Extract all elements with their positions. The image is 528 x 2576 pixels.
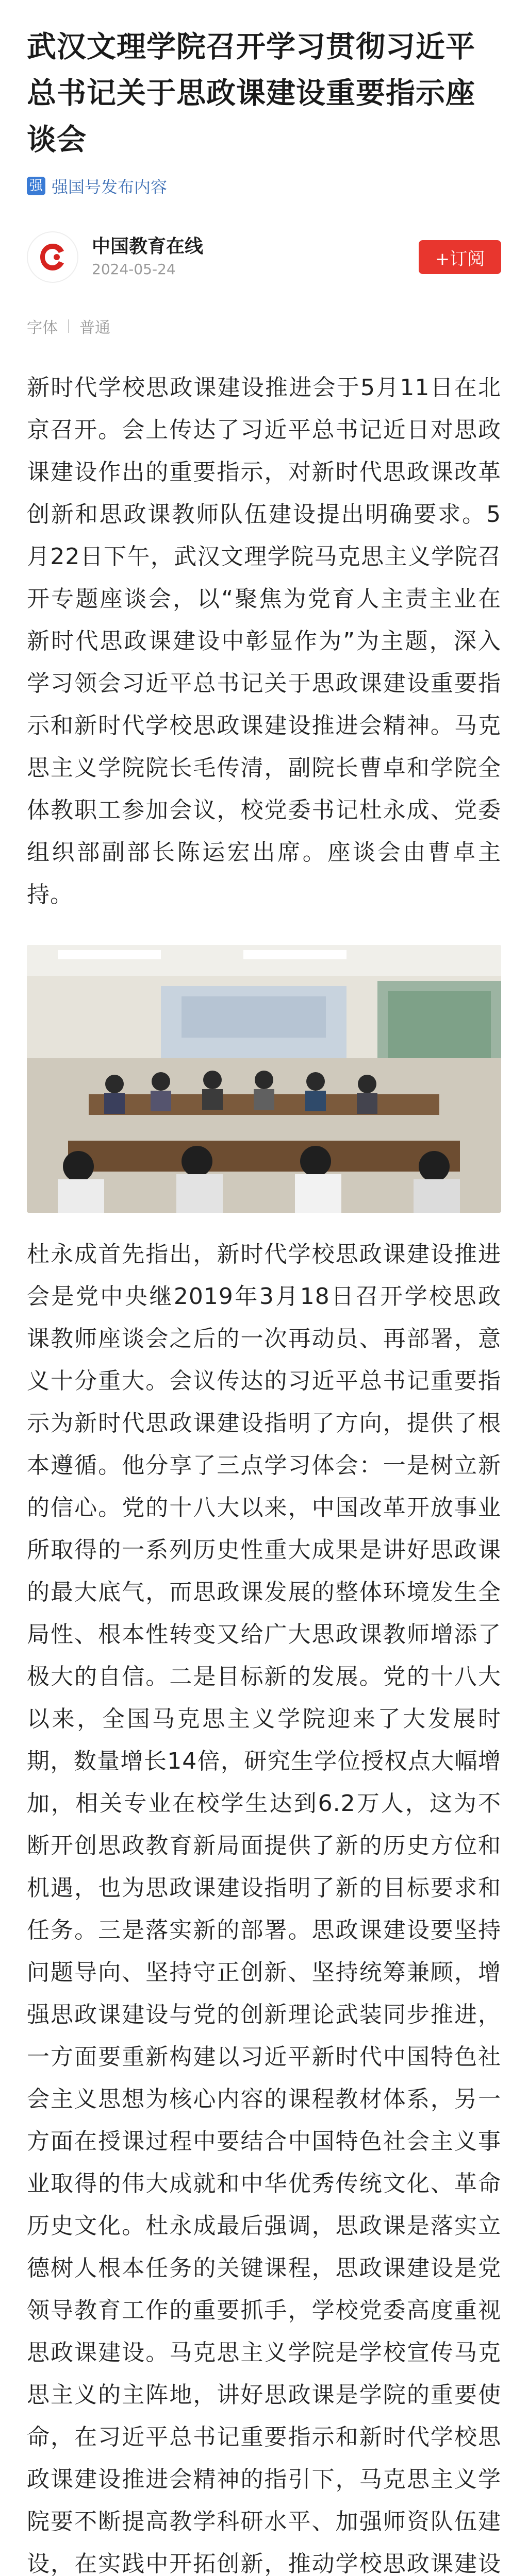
article-paragraph-1: 新时代学校思政课建设推进会于5月11日在北京召开。会上传达了习近平总书记近日对思政课建设作出的重要指示，对新时代思政课改革创新和思政课教师队伍建设提出明确要求。5月22日下午，武汉文理学院马克思主义学院召开专题座谈会，以“聚焦为党育人主责主业在新时代思政课建设中彰显作为”为主题，深入学习领会习近平总书记关于思政课建设重要指示和新时代学校思政课建设推进会精神。马克思主义学院院长毛传清，副院长曹卓和学院全体教职工参加会议，校党委书记杜永成、党委组织部副部长陈运宏出席。座谈会由曹卓主持。 [27, 375, 501, 908]
reading-options-row [27, 314, 501, 338]
divider [68, 319, 69, 333]
author-name[interactable]: 中国教育在线 [92, 236, 204, 257]
china-education-online-logo-icon [36, 241, 69, 274]
article-title: 武汉文理学院召开学习贯彻习近平总书记关于思政课建设重要指示座谈会 [27, 30, 475, 157]
avatar[interactable] [27, 231, 78, 283]
source-label: 强国号发布内容 [52, 177, 168, 197]
read-mode-option[interactable]: 普通 [79, 319, 110, 337]
author-row [27, 229, 501, 285]
meeting-photo-1 [27, 945, 501, 1213]
follow-button[interactable]: +订阅 [419, 240, 501, 274]
font-size-option[interactable]: 字体 [27, 319, 58, 337]
strong-nation-icon: 强 [27, 177, 45, 195]
publish-date: 2024-05-24 [92, 261, 176, 278]
source-row[interactable] [27, 173, 501, 199]
author-meta [92, 234, 419, 280]
article-paragraph-2: 杜永成首先指出，新时代学校思政课建设推进会是党中央继2019年3月18日召开学校思政课教师座谈会之后的一次再动员、再部署，意义十分重大。会议传达的习近平总书记重要指示为新时代思政课建设指明了方向，提供了根本遵循。他分享了三点学习体会：一是树立新的信心。党的十八大以来，中国改革开放事业所取得的一系列历史性重大成果是讲好思政课的最大底气，而思政课发展的整体环境发生全局性、根本性转变又给广大思政课教师增添了极大的自信。二是目标新的发展。党的十八大以来，全国马克思主义学院迎来了大发展时期，数量增长14倍，研究生学位授权点大幅增加，相关专业在校学生达到6.2万人，这为不断开创思政教育新局面提供了新的历史方位和机遇，也为思政课建设指明了新的目标要求和任务。三是落实新的部署。思政课建设要坚持问题导向、坚持守正创新、坚持统筹兼顾，增强思政课建设与党的创新理论武装同步推进，一方面要重新构建以习近平新时代中国特色社会主义思想为核心内容的课程教材体系，另一方面在授课过程中要结合中国特色社会主义事业取得的伟大成就和中华优秀传统文化、革命历史文化。杜永成最后强调，思政课是落实立德树人根本任务的关键课程，思政课建设是党领导教育工作的重要抓手，学校党委高度重视思政课建设。马克思主义学院是学校宣传马克思主义的主阵地，讲好思政课是学院的重要使命，在习近平总书记重要指示和新时代学校思政课建设推进会精神的指引下，马克思主义学院要不断提高教学科研水平、加强师资队伍建设，在实践中开拓创新，推动学校思政课建设 [27, 1241, 501, 2576]
